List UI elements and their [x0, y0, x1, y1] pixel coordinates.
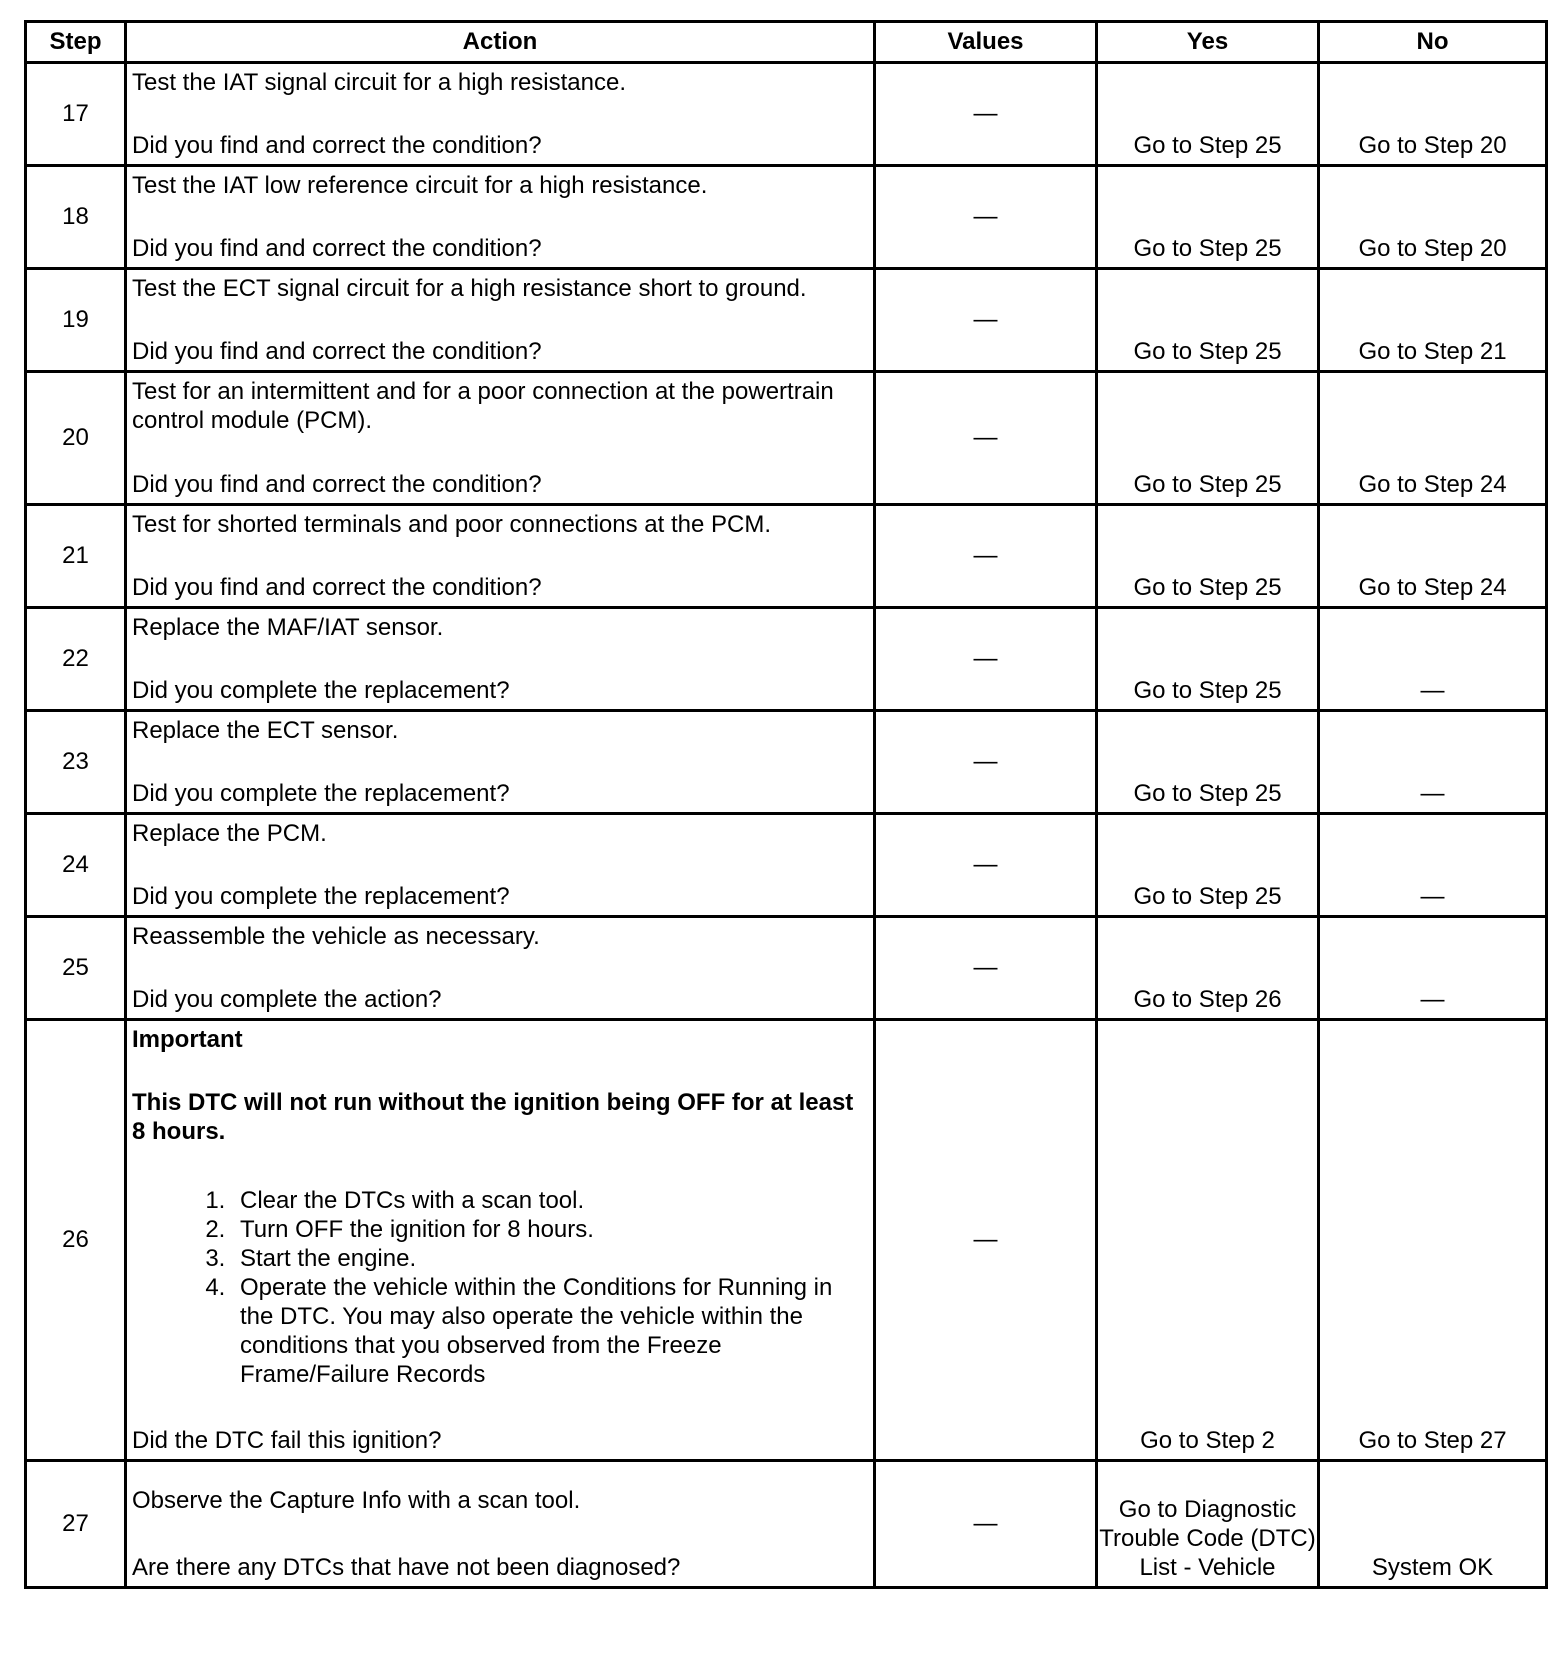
action-question: Did you complete the replacement? — [132, 677, 510, 704]
action-cell — [126, 608, 875, 711]
action-cell — [126, 1461, 875, 1588]
action-question: Did you find and correct the condition? — [132, 574, 542, 601]
no-cell: Go to Step 24 — [1319, 372, 1547, 505]
yes-cell: Go to Step 25 — [1097, 505, 1319, 608]
yes-cell: Go to Step 26 — [1097, 917, 1319, 1020]
no-cell: System OK — [1319, 1461, 1547, 1588]
yes-cell: Go to Step 25 — [1097, 63, 1319, 166]
action-cell — [126, 917, 875, 1020]
list-item: 3. Start the engine. — [232, 1244, 867, 1273]
step-number: 26 — [26, 1020, 126, 1461]
no-cell: — — [1319, 917, 1547, 1020]
yes-cell: Go to Step 25 — [1097, 814, 1319, 917]
action-header: Action — [126, 22, 875, 63]
action-question: Did you find and correct the condition? — [132, 338, 542, 365]
action-question: Did you complete the action? — [132, 986, 442, 1013]
no-header: No — [1319, 22, 1547, 63]
no-cell: — — [1319, 711, 1547, 814]
action-cell — [126, 1020, 875, 1461]
list-item: 4. Operate the vehicle within the Conditions for Running in the DTC. You may also operate the vehicle within the conditions that you observed from the Freeze Frame/Failure Records — [232, 1273, 867, 1389]
action-text: Test for an intermittent and for a poor connection at the powertrain control module (PCM). — [132, 378, 834, 434]
table-row — [26, 372, 1547, 505]
action-text: Test the IAT signal circuit for a high resistance. — [132, 69, 627, 96]
yes-cell: Go to Step 25 — [1097, 372, 1319, 505]
important-heading: Important — [132, 1026, 243, 1053]
action-question: Are there any DTCs that have not been diagnosed? — [132, 1554, 681, 1581]
no-cell: — — [1319, 814, 1547, 917]
step-number: 18 — [26, 166, 126, 269]
values-cell: — — [875, 1461, 1097, 1588]
yes-cell: Go to Diagnostic Trouble Code (DTC) List - Vehicle — [1097, 1461, 1319, 1588]
action-question: Did you find and correct the condition? — [132, 471, 542, 498]
important-note: This DTC will not run without the ignition being OFF for at least 8 hours. — [132, 1089, 854, 1145]
yes-cell: Go to Step 25 — [1097, 711, 1319, 814]
table-row — [26, 814, 1547, 917]
action-cell — [126, 269, 875, 372]
action-cell — [126, 166, 875, 269]
values-cell: — — [875, 608, 1097, 711]
action-text: Test for shorted terminals and poor connections at the PCM. — [132, 511, 771, 538]
action-question: Did the DTC fail this ignition? — [132, 1427, 442, 1454]
list-item: 2. Turn OFF the ignition for 8 hours. — [232, 1215, 867, 1244]
action-text: Observe the Capture Info with a scan tool. — [132, 1487, 581, 1514]
step-header: Step — [26, 22, 126, 63]
action-text: Reassemble the vehicle as necessary. — [132, 923, 540, 950]
yes-header: Yes — [1097, 22, 1319, 63]
table-row — [26, 166, 1547, 269]
action-question: Did you find and correct the condition? — [132, 235, 542, 262]
action-cell — [126, 505, 875, 608]
header-row — [26, 22, 1547, 63]
list-item: 1. Clear the DTCs with a scan tool. — [232, 1186, 867, 1215]
procedure-list — [132, 1186, 867, 1389]
yes-cell: Go to Step 25 — [1097, 608, 1319, 711]
step-number: 22 — [26, 608, 126, 711]
action-text: Replace the PCM. — [132, 820, 327, 847]
values-cell: — — [875, 269, 1097, 372]
values-cell: — — [875, 917, 1097, 1020]
yes-cell: Go to Step 2 — [1097, 1020, 1319, 1461]
table-row — [26, 608, 1547, 711]
table-row — [26, 1020, 1547, 1461]
action-question: Did you complete the replacement? — [132, 883, 510, 910]
action-cell — [126, 711, 875, 814]
action-text: Test the IAT low reference circuit for a high resistance. — [132, 172, 708, 199]
values-cell: — — [875, 63, 1097, 166]
no-cell: Go to Step 27 — [1319, 1020, 1547, 1461]
table-row — [26, 711, 1547, 814]
action-cell — [126, 63, 875, 166]
no-cell: Go to Step 20 — [1319, 63, 1547, 166]
action-cell — [126, 372, 875, 505]
table-row — [26, 1461, 1547, 1588]
step-number: 25 — [26, 917, 126, 1020]
step-number: 17 — [26, 63, 126, 166]
action-text: Test the ECT signal circuit for a high resistance short to ground. — [132, 275, 807, 302]
step-number: 20 — [26, 372, 126, 505]
step-number: 21 — [26, 505, 126, 608]
no-cell: Go to Step 20 — [1319, 166, 1547, 269]
action-question: Did you find and correct the condition? — [132, 132, 542, 159]
yes-cell: Go to Step 25 — [1097, 269, 1319, 372]
step-number: 24 — [26, 814, 126, 917]
values-cell: — — [875, 814, 1097, 917]
action-text: Replace the ECT sensor. — [132, 717, 399, 744]
action-text: Replace the MAF/IAT sensor. — [132, 614, 444, 641]
step-number: 27 — [26, 1461, 126, 1588]
no-cell: — — [1319, 608, 1547, 711]
table-row — [26, 63, 1547, 166]
step-number: 23 — [26, 711, 126, 814]
values-cell: — — [875, 711, 1097, 814]
table-row — [26, 505, 1547, 608]
values-header: Values — [875, 22, 1097, 63]
values-cell: — — [875, 505, 1097, 608]
table-row — [26, 917, 1547, 1020]
yes-cell: Go to Step 25 — [1097, 166, 1319, 269]
table-row — [26, 269, 1547, 372]
action-question: Did you complete the replacement? — [132, 780, 510, 807]
action-cell — [126, 814, 875, 917]
no-cell: Go to Step 24 — [1319, 505, 1547, 608]
step-number: 19 — [26, 269, 126, 372]
values-cell: — — [875, 372, 1097, 505]
diagnostic-table — [24, 20, 1548, 1589]
no-cell: Go to Step 21 — [1319, 269, 1547, 372]
values-cell: — — [875, 1020, 1097, 1461]
values-cell: — — [875, 166, 1097, 269]
